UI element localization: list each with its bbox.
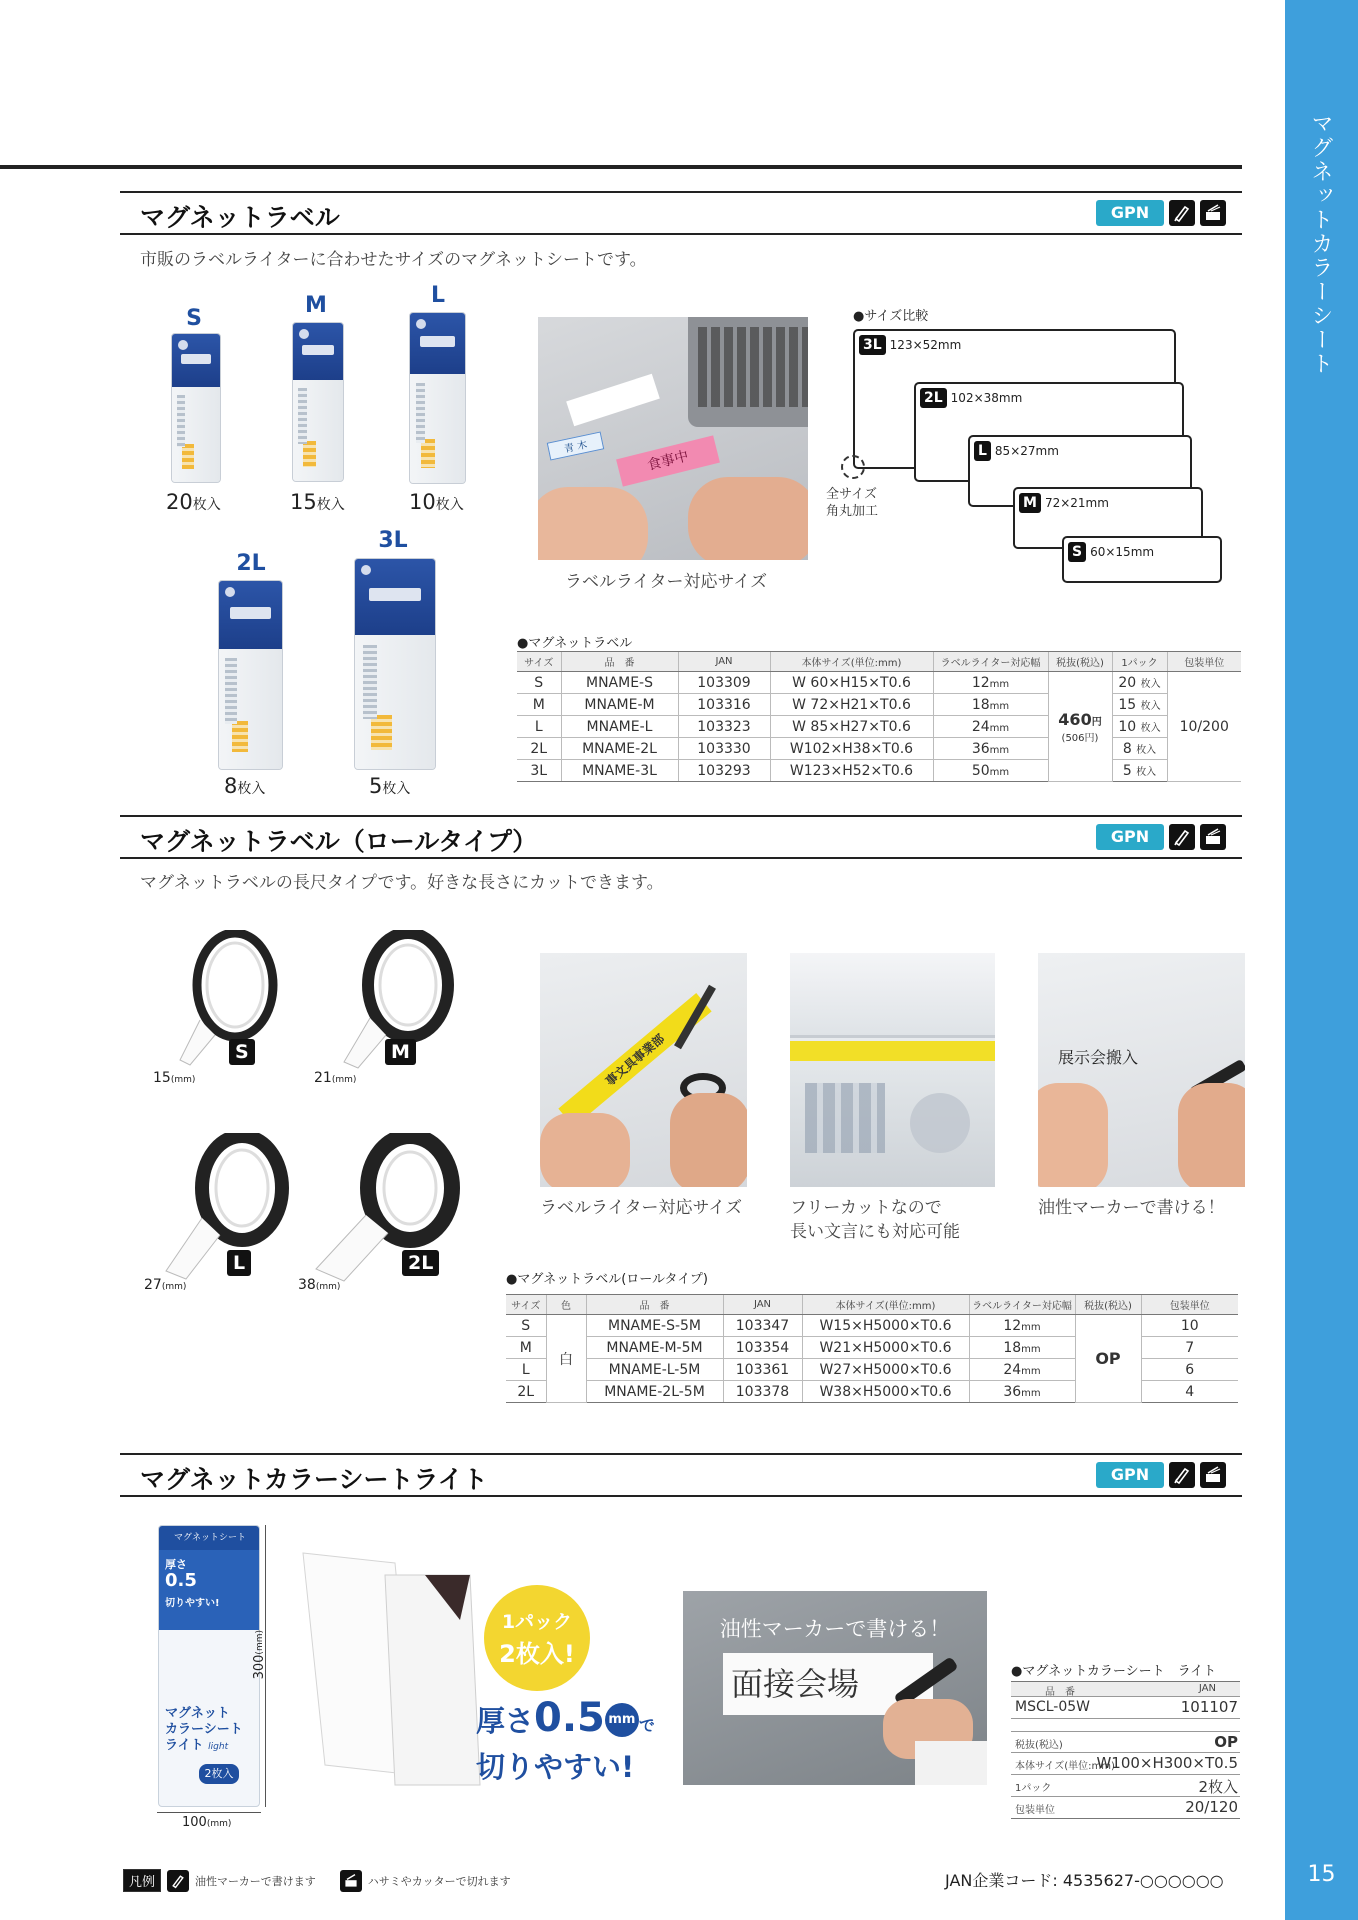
roll-l-illustration	[160, 1133, 290, 1283]
legend-label: 凡例	[123, 1869, 161, 1892]
product-package-s	[171, 333, 221, 483]
table2-header-row: サイズ 色 品 番 JAN 本体サイズ(単位:mm) ラベルライター対応幅 税抜(税込) 包装単位	[506, 1295, 1238, 1315]
roll-width-2l: 38(mm)	[298, 1277, 341, 1293]
product-count-2l: 8枚入	[224, 774, 266, 798]
table2-title: ●マグネットラベル(ロールタイプ)	[506, 1272, 708, 1287]
scissors-cut-icon	[1200, 200, 1226, 226]
table1-title: ●マグネットラベル	[517, 636, 633, 651]
scissors-caption: ラベルライター対応サイズ	[540, 1198, 743, 1218]
size-compare-m: M 72×21mm	[1013, 487, 1203, 549]
roll-width-l: 27(mm)	[144, 1277, 187, 1293]
section2-title: マグネットラベル（ロールタイプ）	[140, 827, 538, 856]
section1-title: マグネットラベル	[140, 203, 340, 232]
section1-badges	[1096, 200, 1226, 226]
table3-price-row: 税抜(税込) OP	[1011, 1731, 1240, 1753]
promo-easy-cut: 切りやすい!	[476, 1750, 635, 1784]
section3-title: マグネットカラーシートライト	[140, 1465, 488, 1494]
table3-size-row: 本体サイズ(単位:mm) W100×H300×T0.5	[1011, 1753, 1240, 1775]
marker-writable-icon	[167, 1870, 189, 1892]
table-row: 2L MNAME-2L 103330 W102×H38×T0.6 36mm 8 枚入	[517, 738, 1241, 760]
table-row: M MNAME-M-5M 103354 W21×H5000×T0.6 18mm 7	[506, 1337, 1238, 1359]
top-rule	[0, 165, 1242, 169]
page-number: 15	[1307, 1862, 1336, 1887]
width-dimension: 100(mm)	[182, 1815, 232, 1830]
section2-header	[120, 815, 1242, 859]
product-size-l: L	[430, 283, 446, 308]
height-dimension: 300(mm)	[252, 1630, 267, 1680]
light-package-thickness-label: 厚さ	[165, 1558, 187, 1571]
table3-code-row: MSCL-05W 101107	[1011, 1697, 1240, 1719]
light-package-thickness-value: 0.5	[165, 1570, 197, 1591]
table-row: S MNAME-S 103309 W 60×H15×T0.6 12mm 460円 (506円) 20 枚入 10/200	[517, 672, 1241, 694]
size-compare-2l: 2L 102×38mm	[914, 382, 1184, 482]
scissors-cut-icon	[340, 1870, 362, 1892]
product-size-2l: 2L	[236, 551, 266, 576]
product-package-m	[292, 322, 344, 482]
roll-width-m: 21(mm)	[314, 1070, 357, 1086]
side-tab-title: マグネットカラーシート	[1308, 112, 1333, 376]
marker-board-text: 展示会搬入	[1058, 1048, 1139, 1067]
table2-color: 白	[546, 1315, 586, 1403]
legend-marker-text: 油性マーカーで書けます	[195, 1874, 316, 1888]
product-size-m: M	[305, 293, 327, 318]
rounded-corner-note: 全サイズ 角丸加工	[826, 487, 879, 519]
light-package	[158, 1525, 260, 1807]
table-row: S 白 MNAME-S-5M 103347 W15×H5000×T0.6 12mm OP 10	[506, 1315, 1238, 1337]
table2-price: OP	[1075, 1315, 1141, 1403]
roll-width-s: 15(mm)	[153, 1070, 196, 1086]
scissors-photo-label: 事文具事業部	[558, 993, 711, 1127]
rounded-corner-marker	[841, 455, 865, 479]
product-package-2l	[218, 580, 283, 770]
width-dimension-line	[157, 1812, 261, 1813]
marker-writable-icon	[1169, 824, 1195, 850]
size-compare-title: ●サイズ比較	[853, 309, 929, 324]
table1-header-row: サイズ 品 番 JAN 本体サイズ(単位:mm) ラベルライター対応幅 税抜(税込) 1パック 包装単位	[517, 652, 1241, 672]
marker-caption: 油性マーカーで書ける！	[1038, 1198, 1225, 1218]
section3-badges	[1096, 1462, 1226, 1488]
roll-tag-s: S	[229, 1039, 255, 1065]
scissors-photo	[540, 953, 747, 1187]
table2	[506, 1294, 1238, 1403]
product-size-3l: 3L	[378, 528, 408, 553]
gpn-badge: GPN	[1096, 1462, 1164, 1488]
light-package-brand: マグネットシート	[159, 1526, 260, 1550]
legend-cut-text: ハサミやカッターで切れます	[367, 1874, 511, 1888]
roll-tag-2l: 2L	[402, 1250, 439, 1276]
table-row: L MNAME-L 103323 W 85×H27×T0.6 24mm 10 枚入	[517, 716, 1241, 738]
gpn-badge: GPN	[1096, 200, 1164, 226]
photo-label-pink: 食事中	[616, 435, 720, 486]
section1-description: 市販のラベルライターに合わせたサイズのマグネットシートです。	[140, 250, 647, 270]
product-count-s: 20枚入	[166, 490, 221, 514]
photo-label-blue: 青 木	[547, 431, 605, 460]
light-package-count: 2枚入	[199, 1764, 239, 1784]
whiteboard-photo	[683, 1591, 987, 1785]
table-row: L MNAME-L-5M 103361 W27×H5000×T0.6 24mm 6	[506, 1359, 1238, 1381]
legend	[123, 1869, 511, 1892]
table1-packaging: 10/200	[1167, 672, 1241, 782]
light-package-name: マグネット カラーシート ライト light	[165, 1706, 243, 1753]
marker-board-photo	[1038, 953, 1245, 1187]
section2-description: マグネットラベルの長尺タイプです。好きな長さにカットできます。	[140, 873, 664, 893]
size-compare-l: L 85×27mm	[968, 435, 1192, 507]
product-package-l	[409, 312, 466, 484]
product-count-3l: 5枚入	[369, 774, 411, 798]
product-count-l: 10枚入	[409, 490, 464, 514]
label-writer-photo	[538, 317, 808, 560]
table3-header: 品 番 JAN	[1011, 1681, 1240, 1697]
marker-writable-icon	[1169, 1462, 1195, 1488]
section2-badges	[1096, 824, 1226, 850]
table3-pack-row: 1パック 2枚入	[1011, 1775, 1240, 1797]
product-size-s: S	[186, 306, 202, 331]
whiteboard-photo-caption: 油性マーカーで書ける！	[719, 1617, 951, 1641]
drawers-caption: フリーカットなので 長い文言にも対応可能	[790, 1198, 960, 1242]
scissors-cut-icon	[1200, 1462, 1226, 1488]
table-row: M MNAME-M 103316 W 72×H21×T0.6 18mm 15 枚入	[517, 694, 1241, 716]
table3-packaging-row: 包装単位 20/120	[1011, 1797, 1240, 1819]
drawers-photo	[790, 953, 995, 1187]
roll-tag-l: L	[227, 1250, 251, 1276]
light-sheets-illustration	[295, 1545, 495, 1795]
roll-tag-m: M	[385, 1039, 416, 1065]
table3-title: ●マグネットカラーシート ライト	[1011, 1664, 1217, 1679]
table1	[517, 651, 1241, 782]
jan-company-code: JAN企業コード: 4535627-○○○○○○	[945, 1871, 1224, 1890]
product-package-3l	[354, 558, 436, 770]
section1-header	[120, 191, 1242, 235]
table-row: 2L MNAME-2L-5M 103378 W38×H5000×T0.6 36mm 4	[506, 1381, 1238, 1403]
section3-header	[120, 1453, 1242, 1497]
label-writer-caption: ラベルライター対応サイズ	[565, 572, 768, 592]
table-row: 3L MNAME-3L 103293 W123×H52×T0.6 50mm 5 枚入	[517, 760, 1241, 782]
marker-writable-icon	[1169, 200, 1195, 226]
gpn-badge: GPN	[1096, 824, 1164, 850]
promo-thickness: 厚さ0.5 mm で	[476, 1695, 655, 1741]
promo-pack-bubble: 1パック 2枚入!	[484, 1585, 590, 1691]
table1-price: 460円 (506円)	[1048, 672, 1112, 782]
roll-s-illustration	[170, 930, 280, 1070]
size-compare-s: S 60×15mm	[1062, 536, 1222, 583]
scissors-cut-icon	[1200, 824, 1226, 850]
light-package-easy: 切りやすい!	[165, 1598, 220, 1609]
size-compare-3l: 3L 123×52mm	[853, 329, 1176, 469]
product-count-m: 15枚入	[290, 490, 345, 514]
whiteboard-photo-text: 面接会場	[723, 1653, 933, 1715]
